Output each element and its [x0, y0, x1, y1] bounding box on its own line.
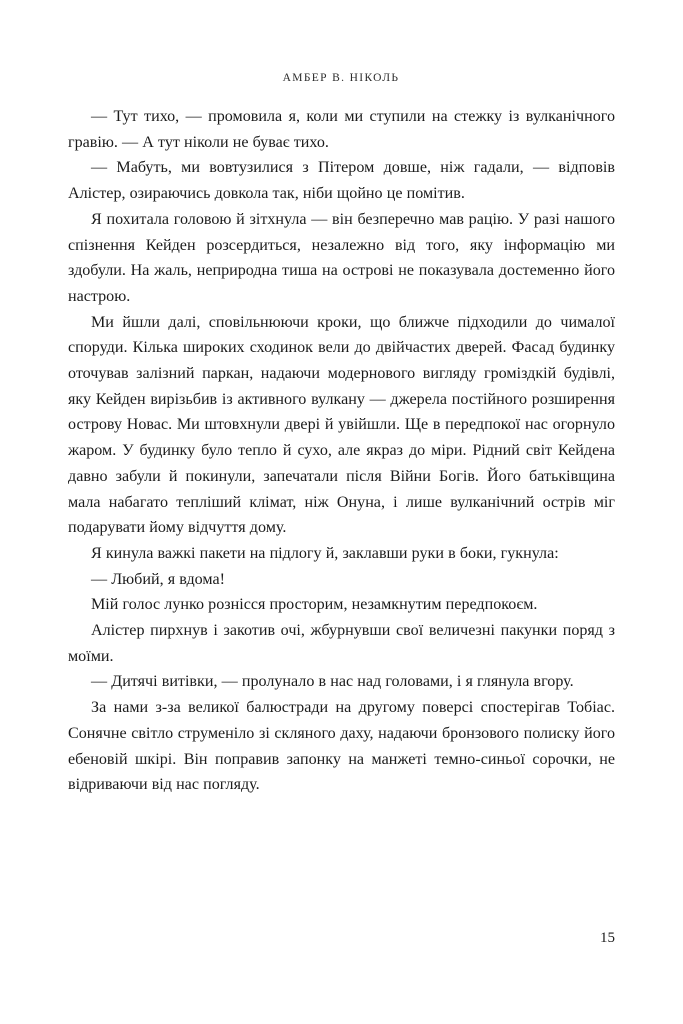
page-number: 15 [600, 930, 615, 946]
running-head: АМБЕР В. НІКОЛЬ [282, 72, 400, 84]
paragraph: За нами з-за великої балюстради на другому поверсі спостерігав Тобіас. Сонячне світло струменіло зі скляного даху, надаючи бронзового полиску його ебеновій шкірі. Він поправив запонку на манжеті темно-синьої сорочки, не відриваючи від нас погляду. [68, 699, 615, 794]
paragraph-dialogue: — Дитячі витівки, — пролунало в нас над головами, і я глянула вгору. [91, 673, 574, 691]
paragraph: Мій голос лунко рознісся просторим, незамкнутим передпокоєм. [91, 596, 538, 614]
paragraph: Алістер пирхнув і закотив очі, жбурнувши свої величезні пакунки поряд з моїми. [68, 622, 615, 665]
paragraph: Я похитала головою й зітхнула — він безперечно мав рацію. У разі нашого спізнення Кейден розсердиться, незалежно від того, яку інформацію ми здобули. На жаль, неприродна тиша на острові не показувала достеменно його настрою. [68, 210, 615, 305]
paragraph-dialogue: — Любий, я вдома! [91, 570, 225, 588]
paragraph: — Тут тихо, — промовила я, коли ми ступили на стежку із вулканічного гравію. — А тут ніколи не буває тихо. [68, 108, 615, 151]
paragraph: — Мабуть, ми вовтузилися з Пітером довше, ніж гадали, — відповів Алістер, озираючись довкола так, ніби щойно це помітив. [68, 159, 615, 203]
body-text-column [68, 104, 615, 798]
paragraph: Я кинула важкі пакети на підлогу й, заклавши руки в боки, гукнула: [91, 544, 559, 562]
paragraph: Ми йшли далі, сповільнюючи кроки, що ближче підходили до чималої споруди. Кілька широких сходинок вели до двійчастих дверей. Фасад будинку оточував залізний паркан, надаючи модернового вигляду громіздкій будівлі, яку Кейден вирізьбив із активного вулкану — джерела постійного розширення острову Новас. Ми штовхнули двері й увійшли. Ще в передпокої нас огорнуло жаром. У будинку було тепло й сухо, але якраз до міри. Рідний світ Кейдена давно забули й покинули, запечатали після Війни Богів. Його батьківщина мала набагато тепліший клімат, ніж Онуна, і лише вулканічний острів міг подарувати йому відчуття дому. [68, 313, 615, 537]
